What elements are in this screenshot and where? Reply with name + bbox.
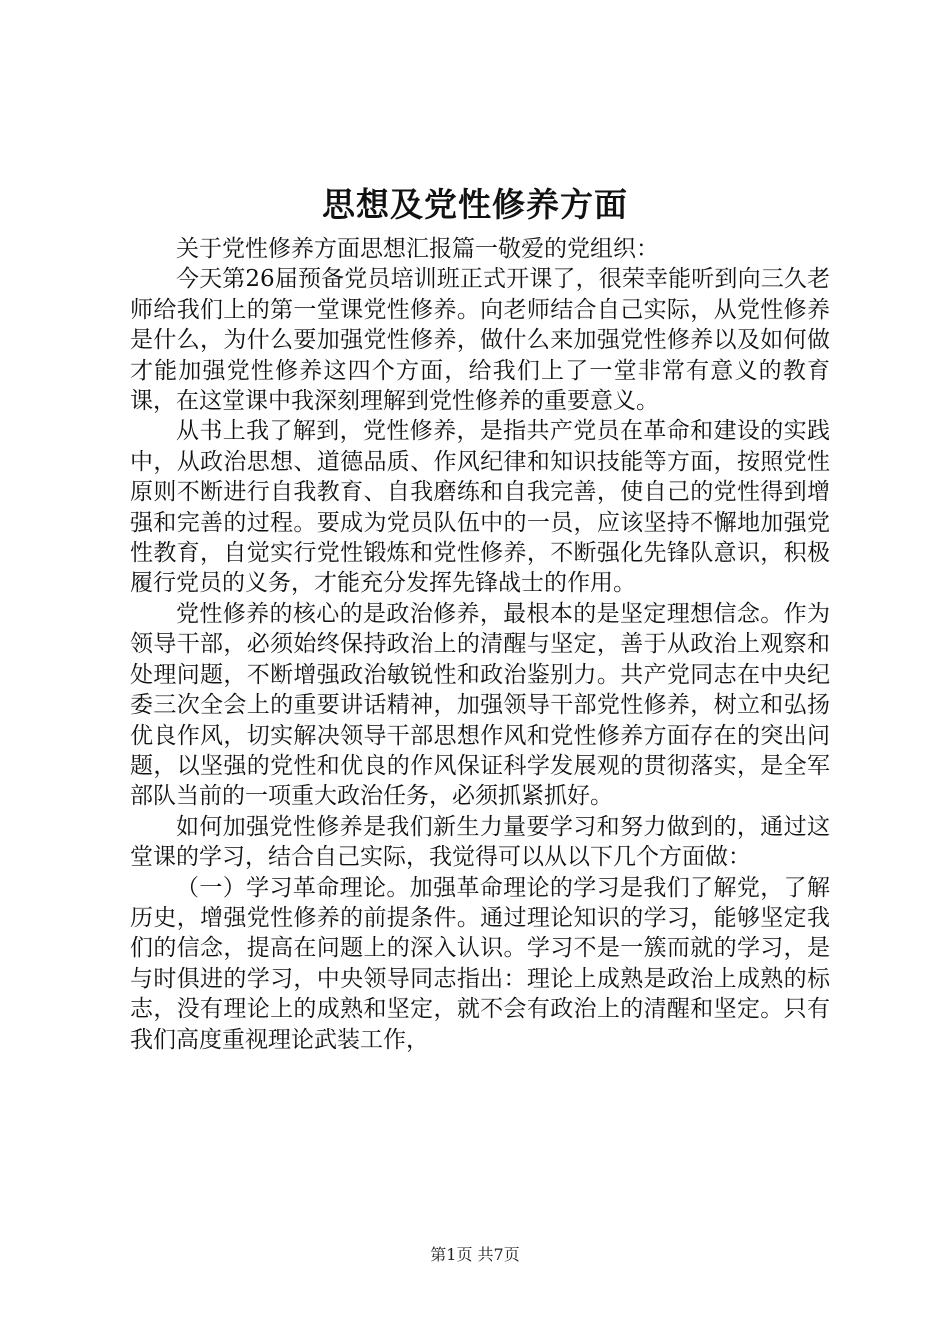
paragraph: 从书上我了解到，党性修养，是指共产党员在革命和建设的实践中，从政治思想、道德品质、作风纪律和知识技能等方面，按照党性原则不断进行自我教育、自我磨练和自我完善，使自己的党性得到增强和完善的过程。要成为党员队伍中的一员，应该坚持不懈地加强党性教育，自觉实行党性锻炼和党性修养，不断强化先锋队意识，积极履行党员的义务，才能充分发挥先锋战士的作用。 [130, 418, 830, 597]
paragraph: 党性修养的核心的是政治修养，最根本的是坚定理想信念。作为领导干部，必须始终保持政治上的清醒与坚定，善于从政治上观察和处理问题，不断增强政治敏锐性和政治鉴别力。共产党同志在中央纪委三次全会上的重要讲话精神，加强领导干部党性修养，树立和弘扬优良作风，切实解决领导干部思想作风和党性修养方面存在的突出问题，以坚强的党性和优良的作风保证科学发展观的贯彻落实，是全军部队当前的一项重大政治任务，必须抓紧抓好。 [130, 600, 830, 810]
paragraph: 如何加强党性修养是我们新生力量要学习和努力做到的，通过这堂课的学习，结合自己实际，我觉得可以从以下几个方面做： [130, 813, 830, 871]
page-footer: 第1页 共7页 [430, 1245, 520, 1264]
paragraph: 今天第26届预备党员培训班正式开课了，很荣幸能听到向三久老师给我们上的第一堂课党性修养。向老师结合自己实际，从党性修养是什么，为什么要加强党性修养，做什么来加强党性修养以及如何做才能加强党性修养这四个方面，给我们上了一堂非常有意义的教育课，在这堂课中我深刻理解到党性修养的重要意义。 [130, 266, 830, 415]
document-title: 思想及党性修养方面 [322, 185, 628, 224]
paragraph: 关于党性修养方面思想汇报篇一敬爱的党组织： [176, 236, 659, 262]
document-body [130, 234, 830, 1055]
paragraph: （一）学习革命理论。加强革命理论的学习是我们了解党，了解历史，增强党性修养的前提条件。通过理论知识的学习，能够坚定我们的信念，提高在问题上的深入认识。学习不是一簇而就的学习，是与时俱进的学习，中央领导同志指出：理论上成熟是政治上成熟的标志，没有理论上的成熟和坚定，就不会有政治上的清醒和坚定。只有我们高度重视理论武装工作， [130, 874, 830, 1053]
